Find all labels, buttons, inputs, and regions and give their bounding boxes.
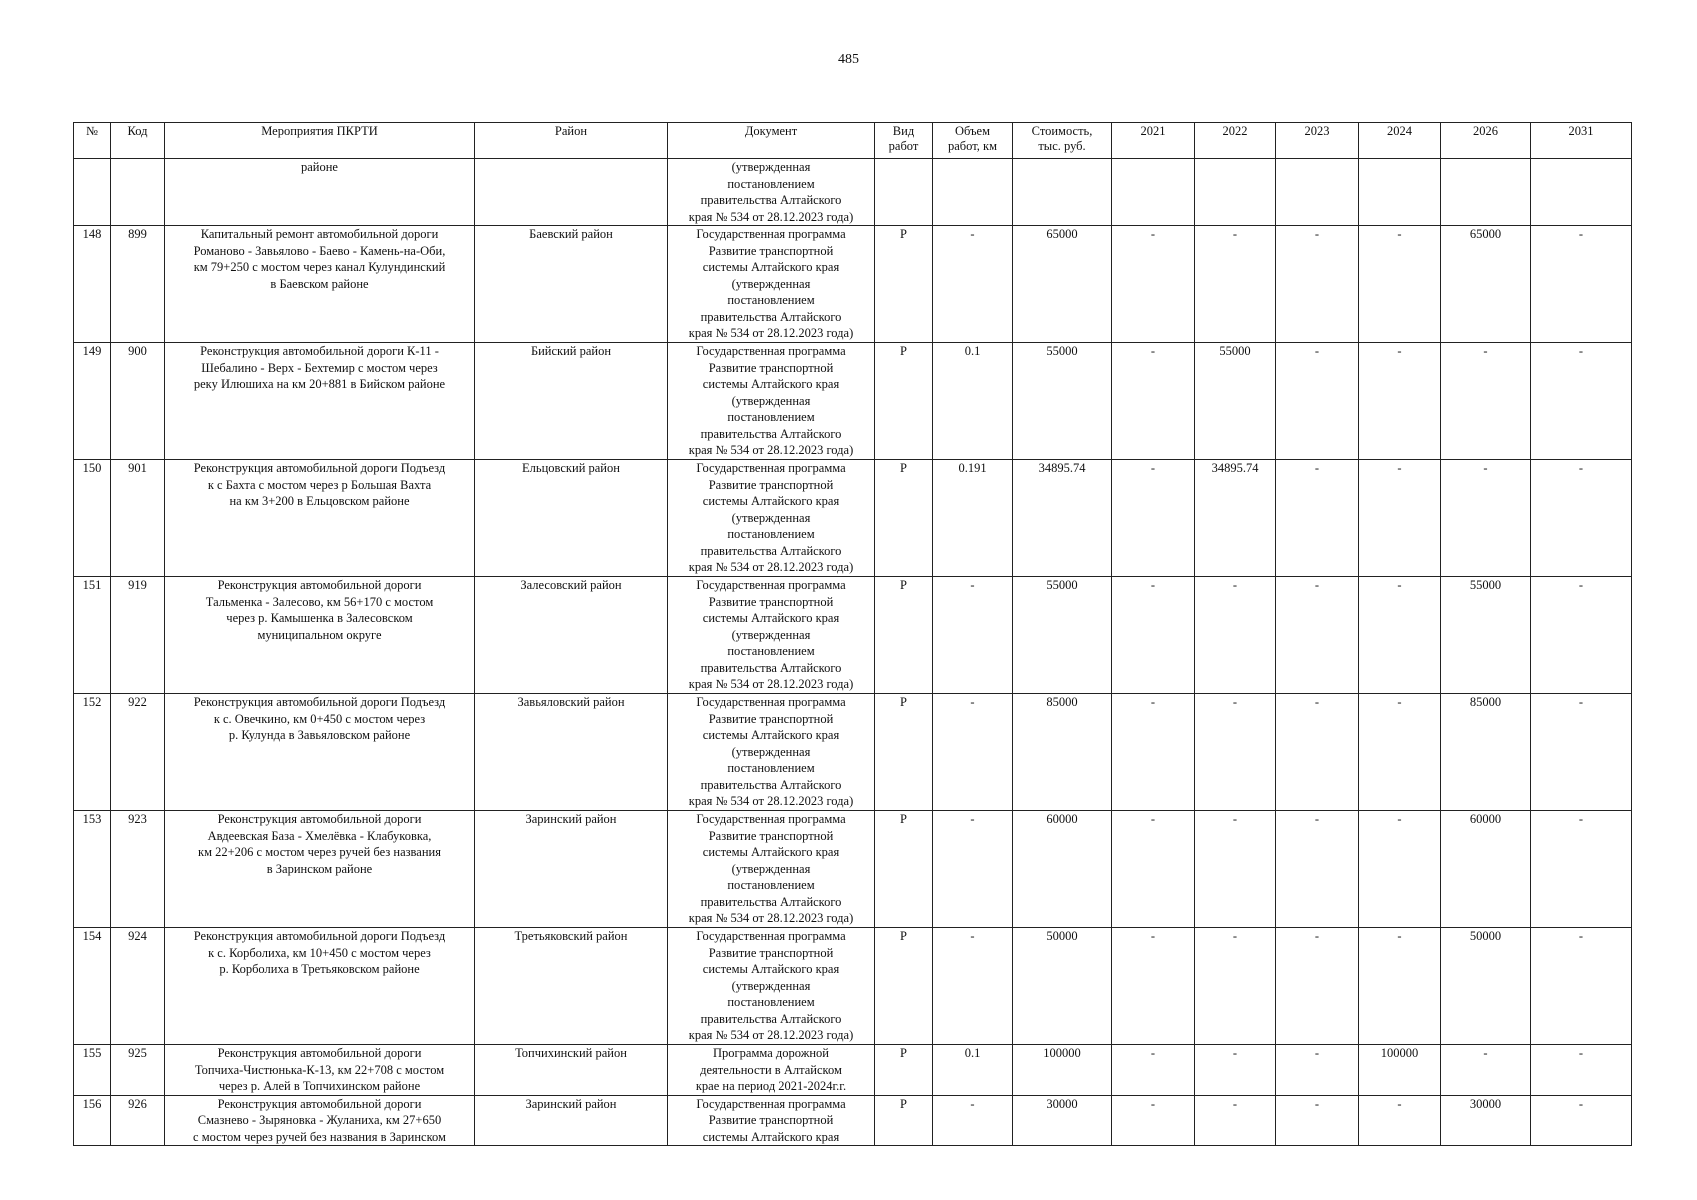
cell-2026: - [1441,460,1531,577]
cell-volume: 0.1 [933,343,1013,460]
cell-measure: Реконструкция автомобильной дороги Авдеевская База - Хмелёвка - Клабуковка, км 22+206 с мостом через ручей без названия в Заринском районе [165,811,475,928]
cell-2031: - [1531,226,1632,343]
cell-2022: 34895.74 [1195,460,1276,577]
cell-code: 900 [111,343,165,460]
cell-cost: 100000 [1013,1045,1112,1096]
cell-district: Залесовский район [475,577,668,694]
cell-2024: - [1359,343,1441,460]
cell-district [475,159,668,226]
cell-district: Баевский район [475,226,668,343]
cell-2023: - [1276,928,1359,1045]
cell-measure: Капитальный ремонт автомобильной дороги Романово - Завьялово - Баево - Камень-на-Оби, км 79+250 с мостом через канал Кулундинский в Баевском районе [165,226,475,343]
col-header-district: Район [475,123,668,159]
cell-2022: - [1195,1095,1276,1146]
cell-document: (утвержденная постановлением правительства Алтайского края № 534 от 28.12.2023 года) [668,159,875,226]
cell-2026: 65000 [1441,226,1531,343]
cell-2023: - [1276,460,1359,577]
cell-document: Государственная программа Развитие транспортной системы Алтайского края (утвержденная постановлением правительства Алтайского края № 534 от 28.12.2023 года) [668,811,875,928]
table-row [74,343,1632,460]
cell-no: 152 [74,694,111,811]
cell-work-type: Р [875,1045,933,1096]
col-header-2023: 2023 [1276,123,1359,159]
cell-2021: - [1112,811,1195,928]
cell-district: Заринский район [475,811,668,928]
cell-district: Бийский район [475,343,668,460]
cell-work-type: Р [875,577,933,694]
col-header-document: Документ [668,123,875,159]
header-row [74,123,1632,159]
table-row [74,460,1632,577]
cell-cost: 50000 [1013,928,1112,1045]
cell-cost: 65000 [1013,226,1112,343]
cell-2031: - [1531,343,1632,460]
cell-document: Государственная программа Развитие транспортной системы Алтайского края (утвержденная постановлением правительства Алтайского края № 534 от 28.12.2023 года) [668,928,875,1045]
cell-work-type [875,159,933,226]
cell-2024: - [1359,1095,1441,1146]
cell-district: Ельцовский район [475,460,668,577]
cell-volume: - [933,1095,1013,1146]
cell-2023 [1276,159,1359,226]
cell-2022: 55000 [1195,343,1276,460]
cell-code: 899 [111,226,165,343]
table-row [74,226,1632,343]
col-header-2024: 2024 [1359,123,1441,159]
col-header-cost: Стоимость, тыс. руб. [1013,123,1112,159]
col-header-measure: Мероприятия ПКРТИ [165,123,475,159]
cell-measure: Реконструкция автомобильной дороги Подъезд к с. Корболиха, км 10+450 с мостом через р. Корболиха в Третьяковском районе [165,928,475,1045]
cell-volume: - [933,694,1013,811]
cell-measure: Реконструкция автомобильной дороги Подъезд к с. Овечкино, км 0+450 с мостом через р. Кулунда в Завьяловском районе [165,694,475,811]
col-header-2022: 2022 [1195,123,1276,159]
cell-volume: - [933,811,1013,928]
cell-volume: - [933,577,1013,694]
cell-2024: 100000 [1359,1045,1441,1096]
cell-work-type: Р [875,343,933,460]
cell-code: 923 [111,811,165,928]
cell-2024: - [1359,226,1441,343]
page-number: 485 [838,52,859,67]
cell-2024: - [1359,811,1441,928]
cell-district: Топчихинский район [475,1045,668,1096]
cell-2022: - [1195,694,1276,811]
cell-no: 153 [74,811,111,928]
table-row [74,577,1632,694]
cell-code [111,159,165,226]
cell-no [74,159,111,226]
cell-measure: Реконструкция автомобильной дороги Подъезд к с Бахта с мостом через р Большая Вахта на км 3+200 в Ельцовском районе [165,460,475,577]
cell-code: 919 [111,577,165,694]
cell-2021: - [1112,343,1195,460]
table-row [74,811,1632,928]
cell-cost [1013,159,1112,226]
cell-2031: - [1531,1045,1632,1096]
cell-2021: - [1112,460,1195,577]
cell-no: 148 [74,226,111,343]
cell-district: Завьяловский район [475,694,668,811]
cell-code: 922 [111,694,165,811]
table-row [74,928,1632,1045]
cell-document: Государственная программа Развитие транспортной системы Алтайского края (утвержденная постановлением правительства Алтайского края № 534 от 28.12.2023 года) [668,694,875,811]
cell-2024 [1359,159,1441,226]
cell-district: Заринский район [475,1095,668,1146]
cell-2023: - [1276,343,1359,460]
cell-volume: - [933,226,1013,343]
cell-measure: Реконструкция автомобильной дороги К-11 - Шебалино - Верх - Бехтемир с мостом через реку Илюшиха на км 20+881 в Бийском районе [165,343,475,460]
cell-code: 901 [111,460,165,577]
cell-2022: - [1195,811,1276,928]
cell-2026: 55000 [1441,577,1531,694]
cell-volume: 0.1 [933,1045,1013,1096]
cell-volume: 0.191 [933,460,1013,577]
projects-table [73,122,1632,1146]
cell-2023: - [1276,226,1359,343]
cell-2024: - [1359,577,1441,694]
cell-2023: - [1276,694,1359,811]
cell-2023: - [1276,1095,1359,1146]
cell-code: 926 [111,1095,165,1146]
cell-work-type: Р [875,694,933,811]
cell-no: 150 [74,460,111,577]
cell-no: 155 [74,1045,111,1096]
cell-2022: - [1195,577,1276,694]
cell-measure: Реконструкция автомобильной дороги Смазнево - Зыряновка - Жуланиха, км 27+650 с мостом через ручей без названия в Заринском [165,1095,475,1146]
cell-2022: - [1195,928,1276,1045]
cell-cost: 30000 [1013,1095,1112,1146]
cell-no: 149 [74,343,111,460]
cell-2022 [1195,159,1276,226]
cell-document: Государственная программа Развитие транспортной системы Алтайского края (утвержденная постановлением правительства Алтайского края № 534 от 28.12.2023 года) [668,226,875,343]
cell-measure: Реконструкция автомобильной дороги Тальменка - Залесово, км 56+170 с мостом через р. Камышенка в Залесовском муниципальном округе [165,577,475,694]
cell-work-type: Р [875,811,933,928]
cell-no: 151 [74,577,111,694]
table-row [74,1095,1632,1146]
cell-2026: 30000 [1441,1095,1531,1146]
cell-cost: 85000 [1013,694,1112,811]
cell-2024: - [1359,928,1441,1045]
cell-document: Государственная программа Развитие транспортной системы Алтайского края (утвержденная постановлением правительства Алтайского края № 534 от 28.12.2023 года) [668,460,875,577]
cell-2026: - [1441,343,1531,460]
cell-measure: районе [165,159,475,226]
table-row-continuation [74,159,1632,226]
cell-cost: 55000 [1013,577,1112,694]
cell-measure: Реконструкция автомобильной дороги Топчиха-Чистюнька-К-13, км 22+708 с мостом через р. Алей в Топчихинском районе [165,1045,475,1096]
cell-2026: 85000 [1441,694,1531,811]
cell-2026: 60000 [1441,811,1531,928]
col-header-2031: 2031 [1531,123,1632,159]
cell-2024: - [1359,460,1441,577]
cell-cost: 60000 [1013,811,1112,928]
cell-2023: - [1276,811,1359,928]
cell-volume [933,159,1013,226]
col-header-work-type: Вид работ [875,123,933,159]
cell-no: 154 [74,928,111,1045]
cell-2021: - [1112,577,1195,694]
cell-no: 156 [74,1095,111,1146]
cell-2031: - [1531,460,1632,577]
col-header-volume: Объем работ, км [933,123,1013,159]
col-header-code: Код [111,123,165,159]
cell-cost: 55000 [1013,343,1112,460]
cell-2021: - [1112,226,1195,343]
col-header-2026: 2026 [1441,123,1531,159]
cell-document: Государственная программа Развитие транспортной системы Алтайского края (утвержденная постановлением правительства Алтайского края № 534 от 28.12.2023 года) [668,343,875,460]
cell-2021: - [1112,1095,1195,1146]
cell-work-type: Р [875,226,933,343]
cell-work-type: Р [875,928,933,1045]
cell-document: Государственная программа Развитие транспортной системы Алтайского края [668,1095,875,1146]
cell-2023: - [1276,1045,1359,1096]
cell-2031 [1531,159,1632,226]
cell-2021: - [1112,1045,1195,1096]
cell-2021 [1112,159,1195,226]
table-row [74,1045,1632,1096]
cell-2026: - [1441,1045,1531,1096]
cell-work-type: Р [875,460,933,577]
cell-2021: - [1112,694,1195,811]
cell-2031: - [1531,694,1632,811]
cell-2026: 50000 [1441,928,1531,1045]
cell-document: Государственная программа Развитие транспортной системы Алтайского края (утвержденная постановлением правительства Алтайского края № 534 от 28.12.2023 года) [668,577,875,694]
cell-2024: - [1359,694,1441,811]
cell-2031: - [1531,1095,1632,1146]
cell-2026 [1441,159,1531,226]
cell-2031: - [1531,928,1632,1045]
cell-code: 925 [111,1045,165,1096]
cell-code: 924 [111,928,165,1045]
cell-volume: - [933,928,1013,1045]
cell-2031: - [1531,811,1632,928]
cell-2021: - [1112,928,1195,1045]
cell-district: Третьяковский район [475,928,668,1045]
cell-2023: - [1276,577,1359,694]
cell-2031: - [1531,577,1632,694]
cell-2022: - [1195,226,1276,343]
cell-2022: - [1195,1045,1276,1096]
cell-cost: 34895.74 [1013,460,1112,577]
cell-document: Программа дорожной деятельности в Алтайском крае на период 2021-2024г.г. [668,1045,875,1096]
table-row [74,694,1632,811]
col-header-no: № [74,123,111,159]
col-header-2021: 2021 [1112,123,1195,159]
cell-work-type: Р [875,1095,933,1146]
